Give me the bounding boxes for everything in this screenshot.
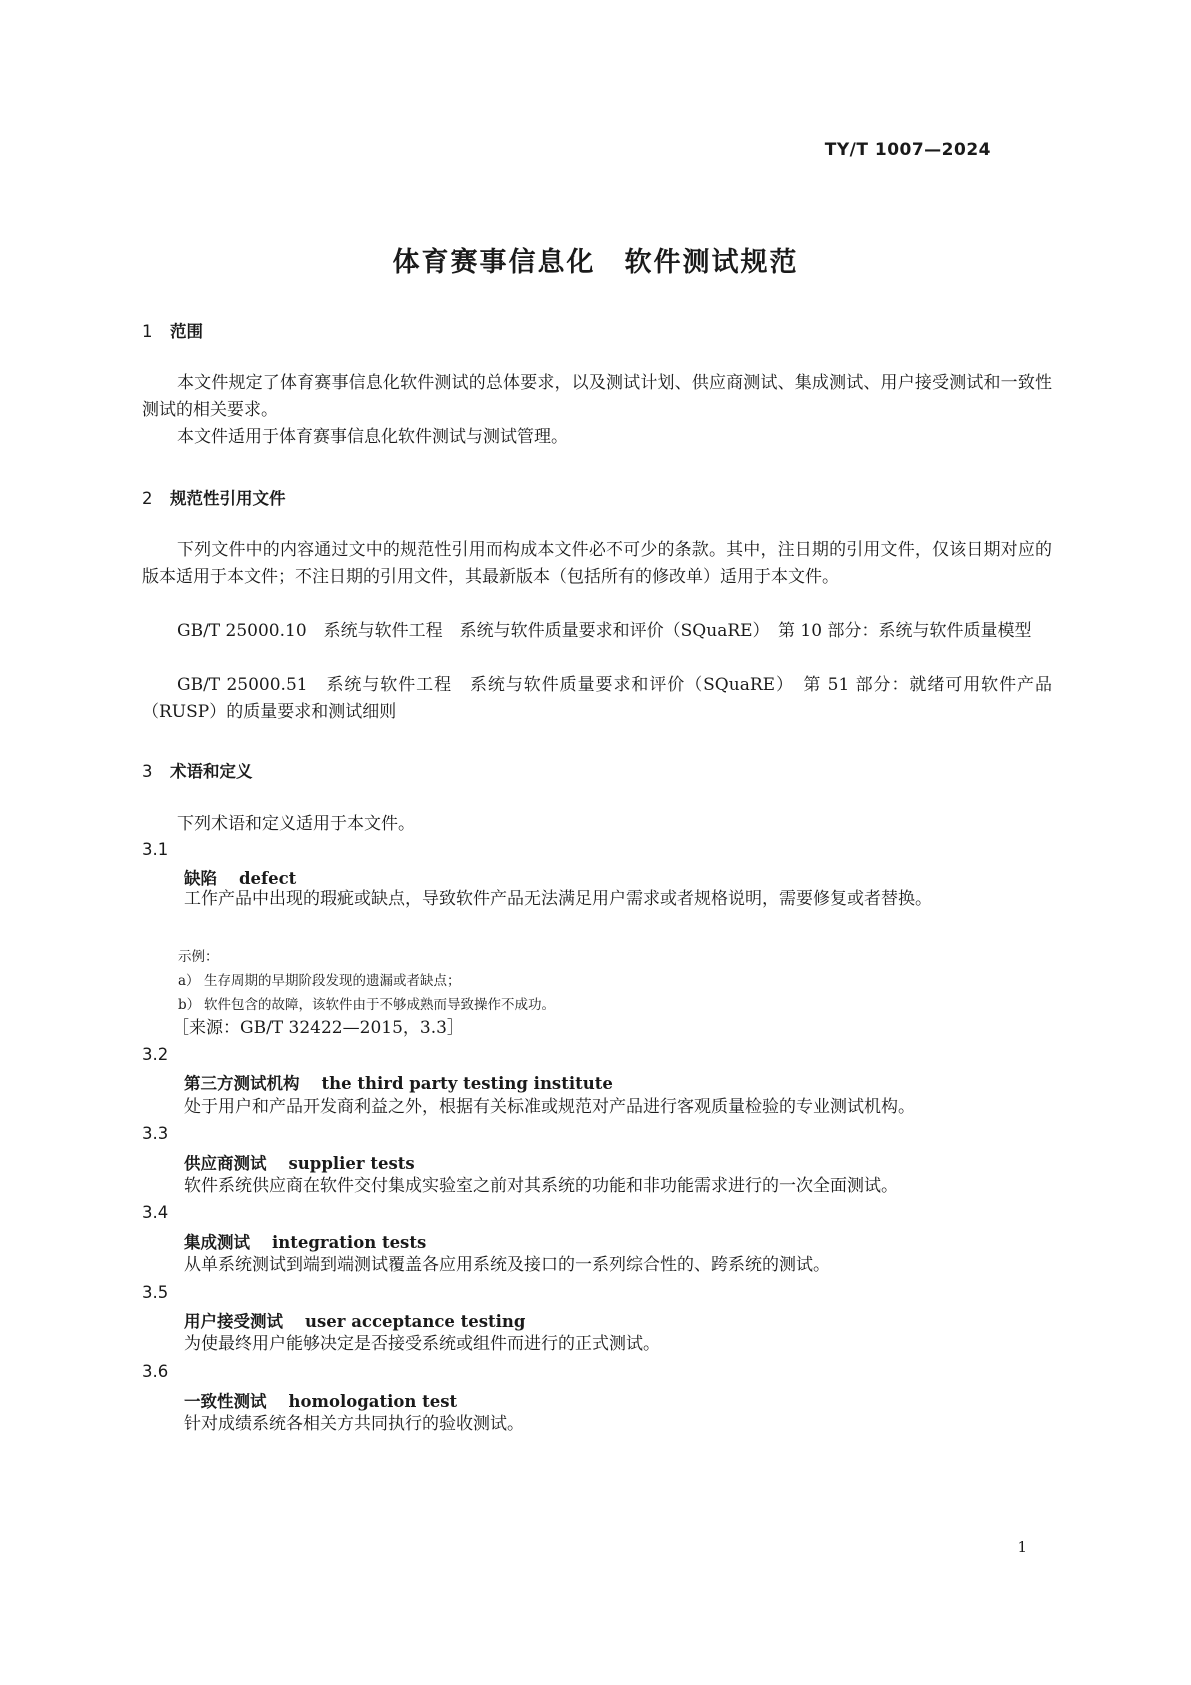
- term-zh: 用户接受测试: [184, 1312, 283, 1331]
- section-1-heading: [142, 318, 203, 342]
- example-item: [178, 993, 555, 1013]
- term-zh: 一致性测试: [184, 1392, 267, 1411]
- term-heading: [184, 1150, 415, 1174]
- term-zh: 缺陷: [184, 869, 217, 888]
- paragraph: 本文件适用于体育赛事信息化软件测试与测试管理。: [177, 427, 568, 447]
- term-definition: 工作产品中出现的瑕疵或缺点，导致软件产品无法满足用户需求或者规格说明，需要修复或者替换。: [184, 889, 932, 909]
- reference-item: GB/T 25000.10 系统与软件工程 系统与软件质量要求和评价（SQuaRE） 第 10 部分：系统与软件质量模型: [177, 621, 1032, 641]
- term-definition: 软件系统供应商在软件交付集成实验室之前对其系统的功能和非功能需求进行的一次全面测试。: [184, 1176, 898, 1196]
- term-heading: [184, 1388, 457, 1412]
- term-heading: [184, 1229, 426, 1253]
- example-marker: b）: [178, 997, 201, 1013]
- term-definition: 从单系统测试到端到端测试覆盖各应用系统及接口的一系列综合性的、跨系统的测试。: [184, 1255, 830, 1275]
- example-label: 示例：: [178, 949, 219, 965]
- term-number: 3.2: [142, 1045, 169, 1064]
- reference-item: GB/T 25000.51 系统与软件工程 系统与软件质量要求和评价（SQuaRE） 第 51 部分：就绪可用软件产品（RUSP）的质量要求和测试细则: [142, 675, 1052, 722]
- document-title: 体育赛事信息化 软件测试规范: [392, 247, 799, 278]
- term-heading: [184, 1070, 613, 1094]
- term-zh: 第三方测试机构: [184, 1074, 300, 1093]
- term-en: defect: [239, 869, 297, 888]
- section-title: 术语和定义: [170, 762, 253, 781]
- section-title: 范围: [170, 322, 203, 341]
- section-number: 3: [142, 762, 153, 781]
- section-2-heading: [142, 485, 286, 509]
- term-en: integration tests: [272, 1233, 427, 1252]
- paragraph: 本文件规定了体育赛事信息化软件测试的总体要求，以及测试计划、供应商测试、集成测试、用户接受测试和一致性测试的相关要求。: [142, 373, 1052, 420]
- example-marker: a）: [178, 973, 200, 989]
- term-en: supplier tests: [288, 1154, 415, 1173]
- page-number: 1: [1017, 1538, 1027, 1556]
- term-definition: 为使最终用户能够决定是否接受系统或组件而进行的正式测试。: [184, 1334, 660, 1354]
- example-item: [178, 969, 461, 989]
- term-heading: [184, 1308, 525, 1332]
- example-text: 生存周期的早期阶段发现的遗漏或者缺点；: [204, 973, 461, 989]
- term-definition: 处于用户和产品开发商利益之外，根据有关标准或规范对产品进行客观质量检验的专业测试机构。: [184, 1097, 915, 1117]
- standard-code: TY/T 1007—2024: [824, 140, 991, 160]
- paragraph: 下列术语和定义适用于本文件。: [177, 814, 415, 834]
- term-en: the third party testing institute: [321, 1074, 613, 1093]
- term-number: 3.5: [142, 1283, 169, 1302]
- term-en: user acceptance testing: [305, 1312, 526, 1331]
- section-3-heading: [142, 758, 253, 782]
- term-number: 3.3: [142, 1124, 169, 1143]
- example-text: 软件包含的故障，该软件由于不够成熟而导致操作不成功。: [204, 997, 555, 1013]
- term-zh: 集成测试: [184, 1233, 250, 1252]
- section-title: 规范性引用文件: [170, 489, 286, 508]
- section-number: 2: [142, 489, 153, 508]
- paragraph: 下列文件中的内容通过文中的规范性引用而构成本文件必不可少的条款。其中，注日期的引用文件，仅该日期对应的版本适用于本文件；不注日期的引用文件，其最新版本（包括所有的修改单）适用于本文件。: [142, 540, 1052, 587]
- section-number: 1: [142, 322, 153, 341]
- term-zh: 供应商测试: [184, 1154, 267, 1173]
- term-number: 3.4: [142, 1203, 169, 1222]
- term-source: ［来源：GB/T 32422—2015，3.3］: [172, 1018, 464, 1038]
- term-definition: 针对成绩系统各相关方共同执行的验收测试。: [184, 1414, 524, 1434]
- term-en: homologation test: [288, 1392, 458, 1411]
- term-number: 3.6: [142, 1362, 169, 1381]
- term-number: 3.1: [142, 840, 169, 859]
